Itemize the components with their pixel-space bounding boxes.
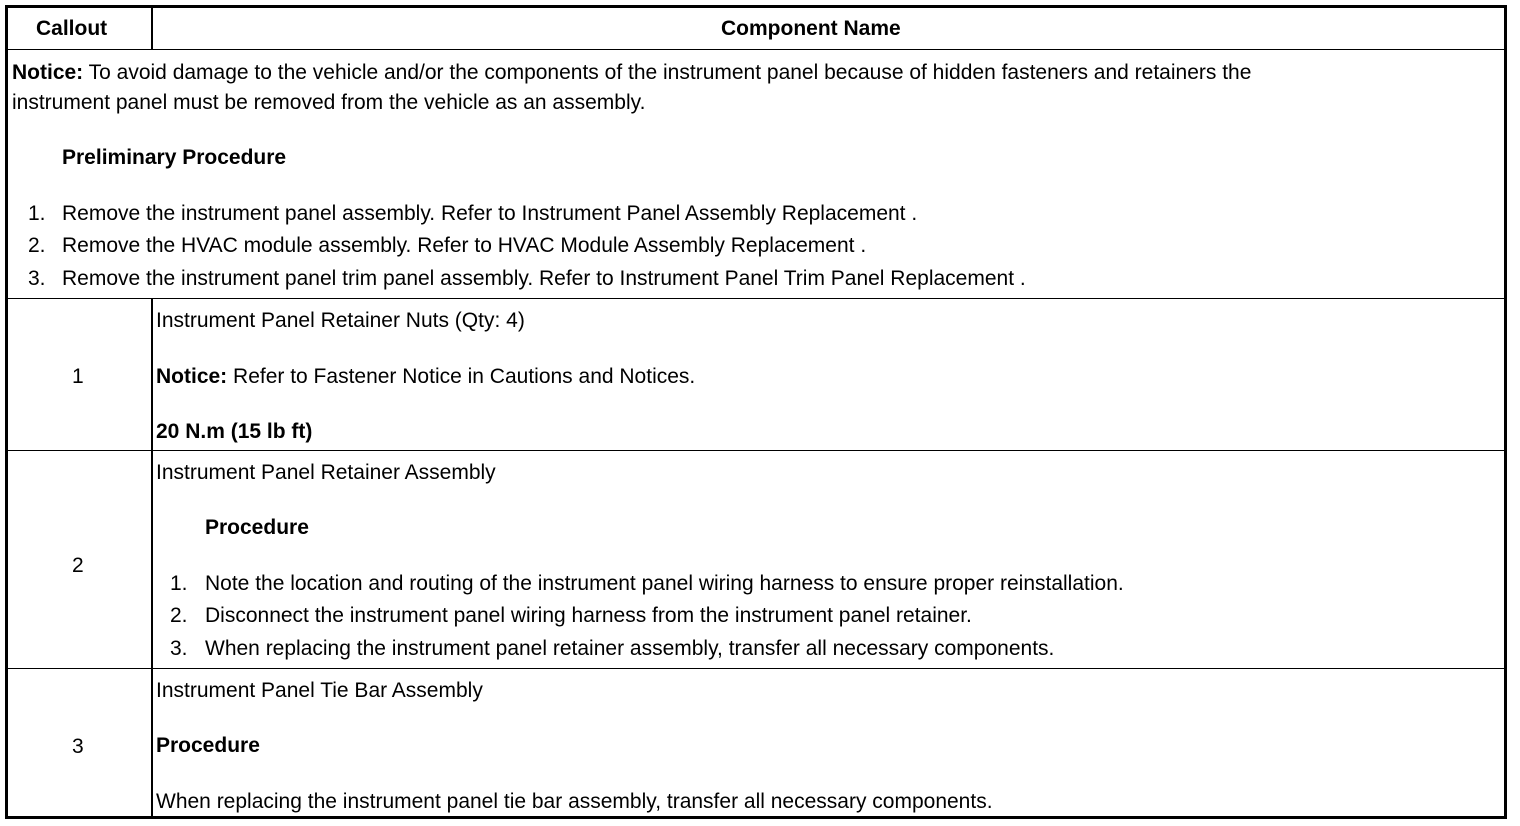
- table-row: [8, 299, 1504, 451]
- procedure-title: Procedure: [205, 516, 309, 539]
- preliminary-procedure-title: Preliminary Procedure: [62, 146, 287, 169]
- preliminary-notice: [12, 61, 1251, 85]
- procedure-title: Procedure: [156, 734, 260, 757]
- list-item-number: 1.: [170, 572, 188, 595]
- list-item-number: 3.: [28, 267, 46, 290]
- list-item: Remove the instrument panel trim panel assembly. Refer to Instrument Panel Trim Panel Replacement .: [62, 267, 1026, 290]
- list-item-number: 3.: [170, 637, 188, 660]
- row-notice: [156, 365, 695, 389]
- callout-number: 1: [72, 365, 84, 388]
- callout-column-header: Callout: [36, 17, 108, 40]
- notice-label: Notice:: [12, 61, 84, 84]
- component-name: Instrument Panel Tie Bar Assembly: [156, 679, 483, 702]
- table-row: [8, 669, 1504, 816]
- callout-number: 2: [72, 554, 84, 577]
- list-item-number: 2.: [28, 234, 46, 257]
- notice-label: Notice:: [156, 365, 228, 388]
- torque-spec: 20 N.m (15 lb ft): [156, 420, 313, 443]
- row-divider: [151, 299, 153, 451]
- row-divider: [151, 669, 153, 816]
- list-item: Disconnect the instrument panel wiring harness from the instrument panel retainer.: [205, 604, 972, 627]
- component-name: Instrument Panel Retainer Assembly: [156, 461, 496, 484]
- list-item: When replacing the instrument panel retainer assembly, transfer all necessary components.: [205, 637, 1055, 660]
- list-item: Note the location and routing of the instrument panel wiring harness to ensure proper reinstallation.: [205, 572, 1124, 595]
- header-divider: [151, 8, 153, 50]
- component-name: Instrument Panel Retainer Nuts (Qty: 4): [156, 309, 525, 332]
- components-table: [5, 5, 1507, 819]
- callout-number: 3: [72, 735, 84, 758]
- list-item-number: 2.: [170, 604, 188, 627]
- table-header-row: [8, 8, 1504, 50]
- preliminary-section: [8, 50, 1504, 299]
- table-row: [8, 451, 1504, 669]
- row-divider: [151, 451, 153, 669]
- list-item: Remove the instrument panel assembly. Refer to Instrument Panel Assembly Replacement .: [62, 202, 918, 225]
- list-item: Remove the HVAC module assembly. Refer to HVAC Module Assembly Replacement .: [62, 234, 867, 257]
- procedure-text: When replacing the instrument panel tie bar assembly, transfer all necessary components.: [156, 790, 993, 813]
- component-name-column-header: Component Name: [721, 17, 901, 40]
- notice-text: To avoid damage to the vehicle and/or the components of the instrument panel because of hidden fasteners and retainers the: [83, 61, 1252, 84]
- preliminary-notice-cont: instrument panel must be removed from the vehicle as an assembly.: [12, 91, 646, 114]
- list-item-number: 1.: [28, 202, 46, 225]
- notice-text: Refer to Fastener Notice in Cautions and Notices.: [227, 365, 696, 388]
